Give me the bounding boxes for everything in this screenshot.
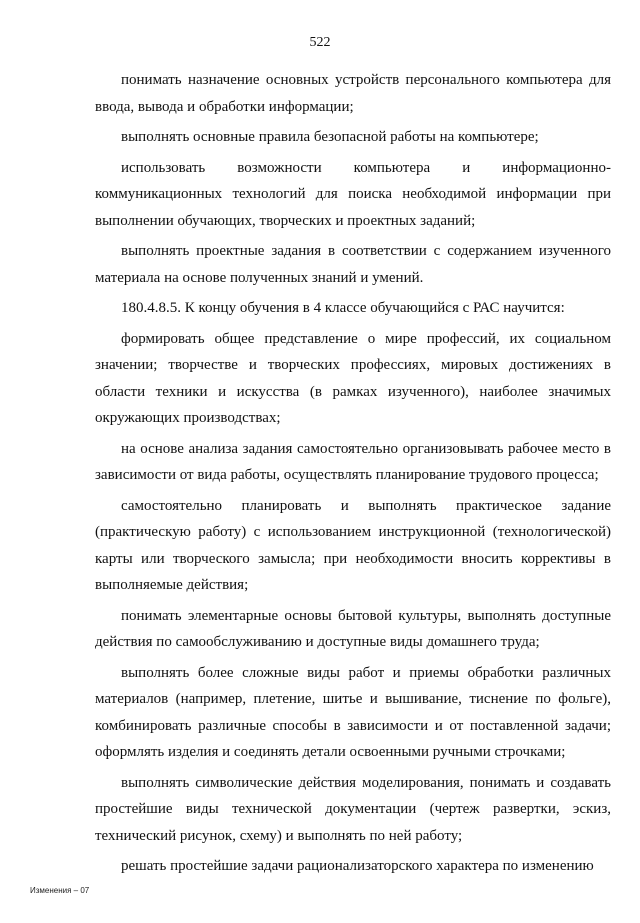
paragraph: использовать возможности компьютера и информационно-коммуникационных технологий для поиска необходимой информации при выполнении обучающих, творческих и проектных заданий; (95, 159, 611, 229)
paragraph: выполнять символические действия моделирования, понимать и создавать простейшие виды технической документации (чертеж развертки, эскиз, технический рисунок, схему) и выполнять по ней работу; (95, 774, 611, 844)
paragraph: понимать назначение основных устройств персонального компьютера для ввода, вывода и обработки информации; (95, 72, 611, 115)
paragraph: самостоятельно планировать и выполнять практическое задание (практическую работу) с использованием инструкционной (технологической) карты или творческого замысла; при необходимости вносить коррективы в выполняемые действия; (95, 497, 611, 593)
paragraph: выполнять основные правила безопасной работы на компьютере; (121, 129, 539, 145)
footer-note: Изменения – 07 (30, 886, 90, 895)
paragraph: на основе анализа задания самостоятельно организовывать рабочее место в зависимости от вида работы, осуществлять планирование трудового процесса; (95, 440, 611, 483)
paragraph: выполнять проектные задания в соответствии с содержанием изученного материала на основе полученных знаний и умений. (95, 243, 611, 286)
paragraph: формировать общее представление о мире профессий, их социальном значении; творчестве и творческих профессиях, мировых достижениях в области техники и искусства (в рамках изученного), наиболее значимых окружающих производствах; (95, 330, 611, 426)
page-number: 522 (309, 35, 331, 50)
document-body (95, 67, 611, 884)
paragraph: решать простейшие задачи рационализаторского характера по изменению (121, 858, 594, 874)
paragraph: понимать элементарные основы бытовой культуры, выполнять доступные действия по самообслуживанию и доступные виды домашнего труда; (95, 607, 611, 650)
paragraph: выполнять более сложные виды работ и приемы обработки различных материалов (например, плетение, шитье и вышивание, тиснение по фольге), комбинировать различные способы в зависимости и от поставленной задачи; оформлять изделия и соединять детали освоенными ручными строчками; (95, 664, 611, 760)
section-heading: 180.4.8.5. К концу обучения в 4 классе обучающийся с РАС научится: (121, 300, 565, 316)
